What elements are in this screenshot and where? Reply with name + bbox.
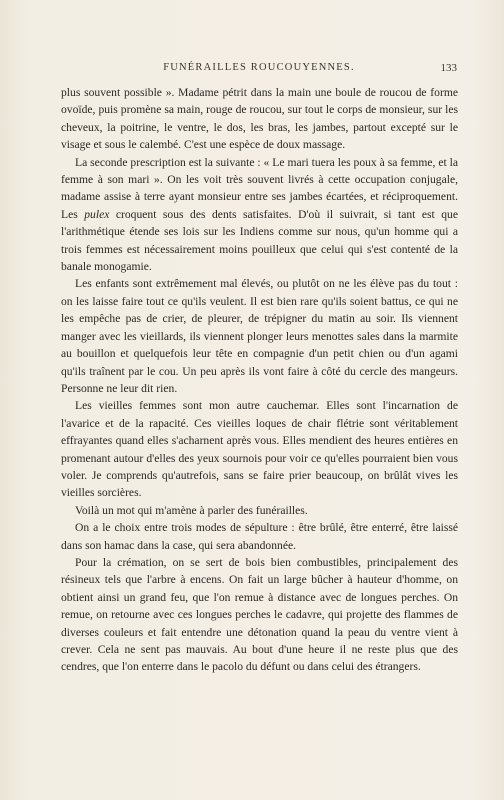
paragraph-lice-part-1: La seconde prescription est la suivante : « Le mari tuera les poux à sa femme, et la femme à son mari ». On les voit très souvent livrés à cette occupation conjugale, madame assise à terre ayant monsieur entre ses jambes écartées, et réciproquement. Les	[61, 155, 458, 221]
body-text	[61, 84, 458, 676]
paragraph-old-women: Les vieilles femmes sont mon autre cauchemar. Elles sont l'incarnation de l'avarice et de la rapacité. Ces vieilles loques de chair flétrie sont véritablement effrayantes quand elles s'acharnent après vous. Elles mendient des heures entières en promenant autour d'elles des yeux sournois pour voir ce qu'elles pourraient bien vous voler. Je comprends qu'autrefois, sans se faire prier beaucoup, on brûlât vives les vieilles sorcières.	[61, 399, 458, 500]
paragraph-cremation: Pour la crémation, on se sert de bois bien combustibles, principalement des résineux tels que l'arbre à encens. On fait un large bûcher à hauteur d'homme, on obtient ainsi un grand feu, que l'on remue à distance avec de longues perches. On remue, on retourne avec ces longues perches le cadavre, qui projette des flammes de diverses couleurs et fait entendre une détonation quand la peau du ventre vient à crever. Cela ne sent pas mauvais. Au bout d'une heure il ne reste plus que des cendres, que l'on enterre dans le pacolo du défunt ou dans celui des étrangers.	[61, 555, 458, 674]
paragraph-children: Les enfants sont extrêmement mal élevés, ou plutôt on ne les élève pas du tout : on les laisse faire tout ce qu'ils veulent. Il est bien rare qu'ils soient battus, ce qui ne les empêche pas de crier, de pleurer, de trépigner du matin au soir. Ils viennent manger avec les vieillards, ils viennent plonger leurs menottes sales dans la marmite au bouillon et quelquefois leur tête en compagnie d'un petit chien ou d'un agami qu'ils traînent par le cou. Un peu après ils vont faire à côté du cercle des mangeurs. Personne ne leur dit rien.	[61, 277, 458, 395]
page-header	[61, 62, 457, 80]
italic-word: pulex	[84, 207, 110, 221]
paragraph-massage: plus souvent possible ». Madame pétrit dans la main une boule de roucou de forme ovoïde, puis promène sa main, rouge de roucou, sur tout le corps de monsieur, sur les cheveux, la poitrine, le ventre, le dos, les bras, les jambes, partout excepté sur le visage et sous le calembé. C'est une espèce de doux massage.	[61, 86, 458, 152]
paragraph-burial-modes: On a le choix entre trois modes de sépulture : être brûlé, être enterré, être laissé dans son hamac dans la case, qui sera abandonnée.	[61, 521, 458, 552]
page-number: 133	[440, 62, 457, 74]
paragraph-lice	[61, 154, 458, 276]
running-title: FUNÉRAILLES ROUCOUYENNES.	[163, 62, 355, 73]
paragraph-lice-part-2: croquent sous des dents satisfaites. D'où il suivrait, si tant est que l'arithmétique étende ses lois sur les Indiens comme sur nous, qu'un homme qui a trois femmes est nécessairement moins pouilleux que celui qui s'est contenté de la banale monogamie.	[61, 207, 458, 274]
paragraph-transition: Voilà un mot qui m'amène à parler des funérailles.	[75, 503, 308, 517]
